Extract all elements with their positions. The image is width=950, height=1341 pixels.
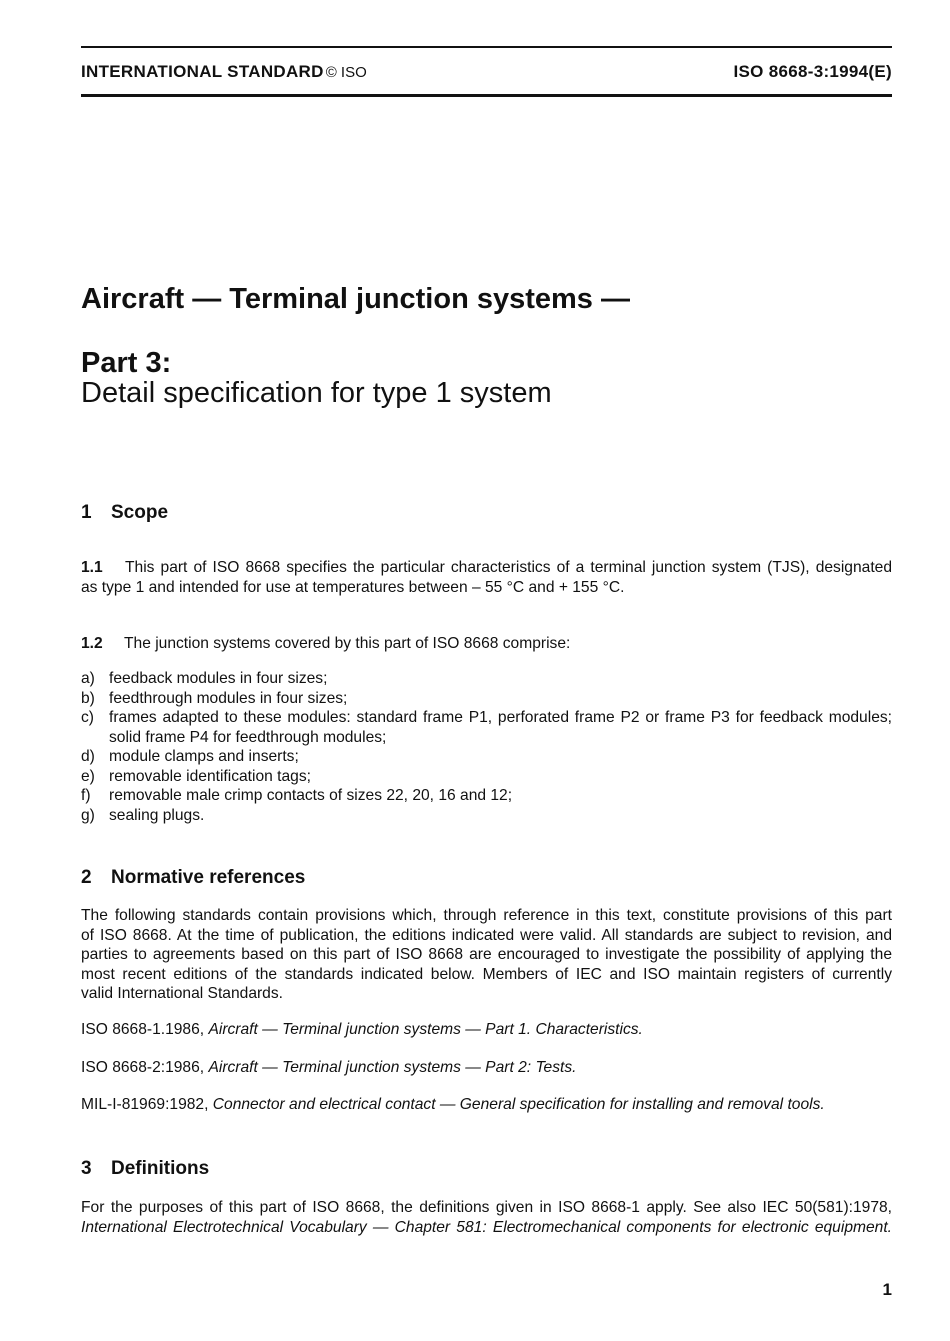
list-item-text: frames adapted to these modules: standard frame P1, perforated frame P2 or frame P3 for feedback modules;	[109, 709, 892, 726]
paragraph-line: International Electrotechnical Vocabulary — Chapter 581: Electromechanical components for electronic equipment.	[81, 1218, 892, 1236]
part-label: Part 3:	[81, 347, 172, 379]
clause-number: 1.1	[81, 559, 103, 576]
list-marker: c)	[81, 709, 94, 726]
paragraph-line: of ISO 8668. At the time of publication, the editions indicated were valid. All standards are subject to revision, and	[81, 926, 892, 944]
reference-entry	[81, 1058, 892, 1078]
running-header	[81, 62, 892, 82]
paragraph-line: The following standards contain provisions which, through reference in this text, constitute provisions of this part	[81, 907, 892, 924]
clause-text: This part of ISO 8668 specifies the particular characteristics of a terminal junction system (TJS), designated	[125, 559, 892, 576]
reference-title: Connector and electrical contact — General specification for installing and removal tools.	[212, 1096, 825, 1113]
reference-title: Aircraft — Terminal junction systems — Part 1. Characteristics.	[208, 1021, 643, 1038]
reference-designation: ISO 8668-1.1986,	[81, 1021, 205, 1038]
paragraph-line: most recent editions of the standards indicated below. Members of IEC and ISO maintain registers of currently	[81, 965, 892, 983]
list-item-text: feedback modules in four sizes;	[109, 670, 328, 687]
clause-1-1	[81, 558, 892, 597]
document-title: Aircraft — Terminal junction systems —	[81, 283, 630, 315]
paragraph-line: parties to agreements based on this part of ISO 8668 are encouraged to investigate the possibility of applying the	[81, 946, 892, 963]
component-list	[81, 669, 892, 825]
clause-line	[81, 558, 892, 578]
list-marker: d)	[81, 748, 95, 765]
header-bottom-rule	[81, 94, 892, 97]
copyright-notice: © ISO	[325, 64, 367, 81]
list-item	[81, 669, 892, 689]
list-item-text: removable male crimp contacts of sizes 22, 20, 16 and 12;	[109, 787, 513, 804]
paragraph-line: For the purposes of this part of ISO 8668, the definitions given in ISO 8668-1 apply. See also IEC 50(581):1978,	[81, 1199, 892, 1216]
page-number: 1	[882, 1280, 892, 1299]
definitions-paragraph	[81, 1198, 892, 1237]
part-subtitle: Detail specification for type 1 system	[81, 377, 552, 409]
header-top-rule	[81, 46, 892, 48]
list-marker: g)	[81, 806, 95, 824]
list-marker: a)	[81, 670, 95, 687]
paragraph-line: valid International Standards.	[81, 985, 283, 1002]
reference-designation: MIL-I-81969:1982,	[81, 1096, 209, 1113]
normative-intro-paragraph	[81, 906, 892, 1004]
list-item	[81, 747, 892, 767]
section-number: 3	[81, 1158, 92, 1179]
list-item-text: solid frame P4 for feedthrough modules;	[109, 728, 387, 746]
list-marker: e)	[81, 767, 95, 785]
clause-line	[81, 634, 892, 654]
section-title: Definitions	[111, 1158, 210, 1179]
list-marker: b)	[81, 689, 95, 707]
reference-designation: ISO 8668-2:1986,	[81, 1059, 205, 1076]
section-title: Normative references	[111, 867, 306, 888]
section-title: Scope	[111, 502, 169, 523]
list-item-text: removable identification tags;	[109, 767, 311, 785]
list-item	[81, 767, 892, 787]
reference-entry	[81, 1020, 892, 1040]
standard-label: INTERNATIONAL STANDARD	[81, 62, 324, 81]
list-item-text: module clamps and inserts;	[109, 748, 299, 765]
clause-text: The junction systems covered by this part of ISO 8668 comprise:	[124, 635, 571, 652]
section-heading-scope	[81, 501, 168, 525]
header-left	[81, 62, 367, 82]
section-number: 1	[81, 502, 92, 523]
list-item	[81, 689, 892, 709]
list-item	[81, 786, 892, 806]
clause-line: as type 1 and intended for use at temperatures between – 55 °C and + 155 °C.	[81, 578, 625, 596]
reference-title: Aircraft — Terminal junction systems — Part 2: Tests.	[208, 1059, 577, 1076]
clause-number: 1.2	[81, 635, 103, 652]
section-heading-definitions	[81, 1157, 209, 1181]
list-item	[81, 806, 892, 826]
clause-1-2	[81, 634, 892, 654]
reference-entry	[81, 1095, 892, 1115]
document-id: ISO 8668-3:1994(E)	[733, 62, 892, 81]
section-heading-normative-references	[81, 866, 305, 890]
list-item-text: feedthrough modules in four sizes;	[109, 689, 348, 707]
list-item-text: sealing plugs.	[109, 806, 205, 824]
section-number: 2	[81, 867, 92, 888]
list-marker: f)	[81, 787, 91, 804]
list-item	[81, 708, 892, 747]
